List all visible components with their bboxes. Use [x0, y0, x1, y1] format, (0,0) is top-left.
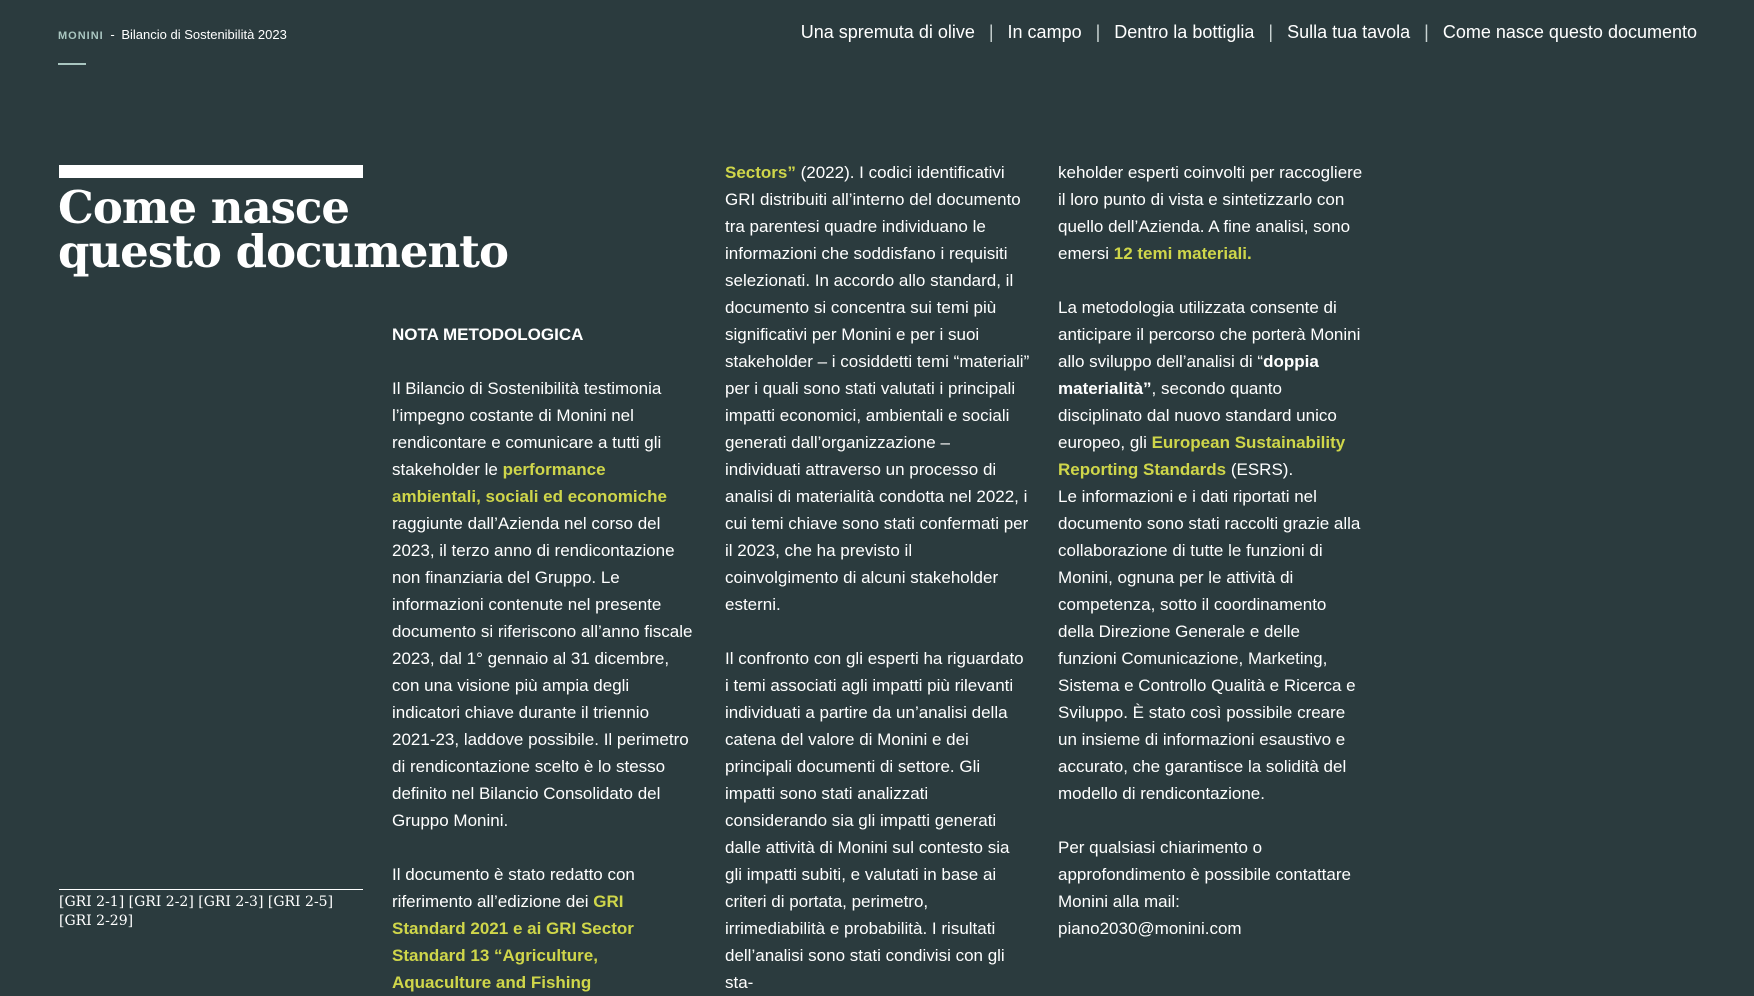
text-run: keholder esperti coinvolti per raccogliere il loro punto di vista e sintetizzarlo con quello dell’Azienda. A fine analisi, sono emersi — [1058, 163, 1363, 263]
header-doc-label — [58, 27, 287, 42]
paragraph: Il confronto con gli esperti ha riguardato i temi associati agli impatti più rilevanti individuati a partire da un’analisi della catena del valore di Monini e dei principali documenti di settore. Gli impatti sono stati analizzati considerando sia gli impatti generati dalle attività di Monini sul contesto sia gli impatti subiti, e valutati in base ai criteri di portata, perimetro, irrimediabilità e probabilità. I risultati dell’analisi sono stati condivisi con gli sta- — [725, 649, 1024, 992]
highlight-text: performance ambientali, sociali ed economiche — [392, 460, 667, 506]
nav-separator: | — [1095, 22, 1101, 42]
title-accent-bar — [59, 165, 363, 178]
text-run: , secondo quanto disciplinato dal nuovo standard unico europeo, gli — [1058, 379, 1337, 452]
text-run: La metodologia utilizzata consente di anticipare il percorso che porterà Monini allo sviluppo dell’analisi di “ — [1058, 298, 1361, 371]
highlight-text: European Sustainability Reporting Standards — [1058, 433, 1346, 479]
contact-email[interactable]: piano2030@monini.com — [1058, 919, 1242, 938]
nav-item-come-nasce[interactable]: Come nasce questo documento — [1442, 22, 1697, 42]
paragraph — [1058, 834, 1363, 942]
text-run: Il documento è stato redatto con riferimento all’edizione dei — [392, 865, 635, 911]
paragraph — [1058, 294, 1363, 483]
nav-item-dentro-bottiglia[interactable]: Dentro la bottiglia — [1114, 22, 1255, 42]
page-title-line-2: questo documento — [58, 225, 508, 278]
paragraph — [725, 159, 1030, 618]
top-navigation — [801, 22, 1697, 43]
highlight-text: Sectors” — [725, 163, 796, 182]
paragraph — [392, 375, 697, 834]
gri-references: [GRI 2-1] [GRI 2-2] [GRI 2-3] [GRI 2-5] [GRI 2-29] — [59, 894, 334, 929]
nav-separator: | — [1268, 22, 1274, 42]
paragraph: Le informazioni e i dati riportati nel documento sono stati raccolti grazie alla collaborazione di tutte le funzioni di Monini, ognuna per le attività di competenza, sotto il coordinamento della Direzione Generale e delle funzioni Comunicazione, Marketing, Sistema e Controllo Qualità e Ricerca e Sviluppo. È stato così possibile creare un insieme di informazioni esaustivo e accurato, che garantisce la solidità del modello di rendicontazione. — [1058, 487, 1361, 803]
text-run: (2022). I codici identificativi GRI distribuiti all’interno del documento tra parentesi quadre individuano le informazioni che soddisfano i requisiti selezionati. In accordo allo standard, il documento si concentra sui temi più significativi per Monini e per i suoi stakeholder – i cosiddetti temi “materiali” per i quali sono stati valutati i principali impatti economici, ambientali e sociali generati dall’organizzazione – individuati attraverso un processo di analisi di materialità condotta nel 2022, i cui temi chiave sono stati confermati per il 2023, che ha previsto il coinvolgimento di alcuni stakeholder esterni. — [725, 163, 1030, 614]
text-column-1 — [392, 321, 697, 996]
nav-item-spremuta[interactable]: Una spremuta di olive — [800, 22, 975, 42]
nav-separator: | — [1424, 22, 1429, 42]
paragraph — [392, 861, 697, 996]
nav-item-tavola[interactable]: Sulla tua tavola — [1287, 22, 1411, 42]
text-column-2 — [725, 159, 1030, 996]
nav-item-in-campo[interactable]: In campo — [1007, 22, 1082, 42]
gri-divider — [59, 889, 363, 890]
text-column-3 — [1058, 159, 1363, 942]
text-run: (ESRS). — [1226, 460, 1294, 479]
page-title — [58, 181, 508, 278]
nav-separator: | — [988, 22, 994, 42]
highlight-text: 12 temi materiali. — [1113, 244, 1252, 263]
brand-name: MONINI — [58, 30, 104, 42]
text-run: raggiunte dall’Azienda nel corso del 2023, il terzo anno di rendicontazione non finanziaria del Gruppo. Le informazioni contenute nel presente documento si riferiscono all’anno fiscale 2023, dal 1° gennaio al 31 dicembre, con una visione più ampia degli indicatori chiave durante il triennio 2021-23, laddove possibile. Il perimetro di rendicontazione scelto è lo stesso definito nel Bilancio Consolidato del Gruppo Monini. — [392, 514, 693, 830]
brand-separator: - — [110, 27, 115, 42]
bold-text: doppia materialità” — [1058, 352, 1319, 398]
header-accent-rule — [58, 63, 86, 65]
text-run: Il Bilancio di Sostenibilità testimonia l’impegno costante di Monini nel rendicontare e comunicare a tutti gli stakeholder le — [392, 379, 662, 479]
document-title: Bilancio di Sostenibilità 2023 — [121, 27, 287, 42]
highlight-text: GRI Standard 2021 e ai GRI Sector Standard 13 “Agriculture, Aquaculture and Fishing — [392, 892, 634, 992]
section-heading: NOTA METODOLOGICA — [392, 325, 584, 344]
text-run: Per qualsiasi chiarimento o approfondimento è possibile contattare Monini alla mail: — [1058, 838, 1351, 911]
page-title-line-1: Come nasce — [58, 181, 349, 234]
paragraph — [1058, 159, 1363, 267]
